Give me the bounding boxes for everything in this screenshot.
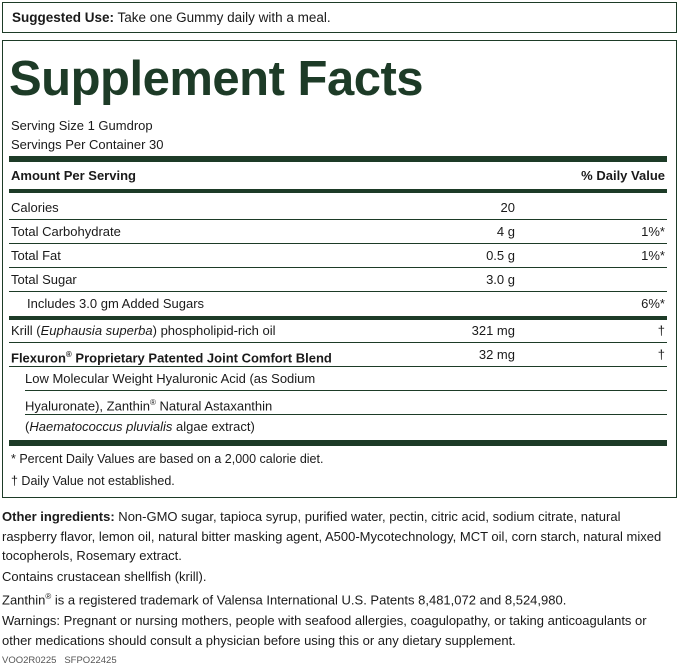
thick-divider-top [9, 156, 667, 162]
amount-per-serving-header: Amount Per Serving [11, 168, 136, 183]
blend-dv: † [657, 347, 665, 362]
blend-line-3-rest: algae extract) [172, 419, 255, 434]
blend-amount: 32 mg [478, 347, 515, 362]
suggested-use-text: Take one Gummy daily with a meal. [114, 10, 331, 25]
nutrient-label: Total Sugar [11, 272, 77, 287]
blend-line-3-species: Haematococcus pluvialis [29, 419, 173, 434]
nutrient-label: Total Fat [11, 248, 61, 263]
trademark-b: is a registered trademark of Valensa International U.S. Patents 8,481,072 and 8,524,980. [51, 592, 567, 608]
panel-title: Supplement Facts [9, 52, 424, 106]
other-ingredients-text: Non-GMO sugar, tapioca syrup, purified water, pectin, citric acid, sodium citrate, natural raspberry flavor, lemon oil, natural bitter masking agent, A500-Mycotechnology, MCT oil, corn starch, natural mixed tocopherols, Rosemary extract. [2, 509, 662, 563]
blend-line-2b: Natural Astaxanthin [155, 398, 273, 414]
nutrient-dv: 1%* [641, 224, 665, 239]
nutrient-amount: 3.0 g [486, 272, 515, 287]
nutrient-label: Calories [11, 200, 59, 215]
footnote-dagger: † Daily Value not established. [11, 474, 175, 488]
trademark-reg: ® [45, 592, 52, 601]
other-ingredients [2, 507, 677, 566]
blend-reg-mark: ® [65, 350, 72, 359]
nutrient-dv: 1%* [641, 248, 665, 263]
warnings: Warnings: Pregnant or nursing mothers, people with seafood allergies, coagulopathy, or taking anticoagulants or other medications should consult a physician before using this or any dietary supplement. [2, 613, 647, 648]
blend-line-3-open: ( [25, 419, 30, 434]
trademark-statement [2, 587, 677, 610]
blend-component-line-1 [25, 367, 667, 391]
trademark-a: Zanthin [2, 592, 46, 608]
servings-per-container: Servings Per Container 30 [11, 137, 164, 152]
other-ingredients-label: Other ingredients: [2, 509, 115, 524]
allergen-statement: Contains crustacean shellfish (krill). [2, 569, 207, 584]
code-b: SFPO22425 [64, 655, 117, 666]
product-codes [2, 655, 117, 666]
zanthin-reg-mark: ® [150, 398, 156, 407]
suggested-use-box [2, 2, 677, 33]
daily-value-header: % Daily Value [581, 168, 665, 183]
nutrient-amount: 20 [500, 200, 515, 215]
blend-suffix: Proprietary Patented Joint Comfort Blend [71, 350, 332, 366]
code-a: VOO2R0225 [2, 655, 57, 666]
nutrient-row-calories [9, 196, 667, 220]
blend-name: Flexuron [11, 350, 66, 366]
blend-line-1: Low Molecular Weight Hyaluronic Acid (as Sodium [25, 371, 316, 386]
thick-divider-bottom [9, 440, 667, 446]
krill-dv: † [657, 323, 665, 338]
nutrient-row-fat [9, 244, 667, 268]
nutrient-row-sugar [9, 268, 667, 292]
krill-suffix: ) phospholipid-rich oil [152, 323, 276, 338]
nutrient-row-carbohydrate [9, 220, 667, 244]
suggested-use-label: Suggested Use: [12, 10, 115, 25]
nutrient-row-added-sugars [25, 292, 667, 316]
krill-species: Euphausia superba [40, 323, 153, 338]
nutrient-amount: 0.5 g [486, 248, 515, 263]
nutrient-dv: 6%* [641, 296, 665, 311]
blend-line-2a: Hyaluronate), Zanthin [25, 398, 151, 414]
ingredient-row-krill [9, 319, 667, 343]
blend-component-line-2 [25, 391, 667, 415]
nutrient-label: Includes 3.0 gm Added Sugars [27, 296, 205, 311]
serving-size: Serving Size 1 Gumdrop [11, 118, 153, 133]
krill-amount: 321 mg [471, 323, 515, 338]
nutrient-amount: 4 g [496, 224, 515, 239]
medium-divider [9, 189, 667, 193]
footnote-daily-values: * Percent Daily Values are based on a 2,000 calorie diet. [11, 452, 324, 466]
nutrient-label: Total Carbohydrate [11, 224, 121, 239]
ingredient-row-blend [9, 343, 667, 367]
blend-component-line-3 [25, 415, 667, 439]
krill-prefix: Krill ( [11, 323, 41, 338]
